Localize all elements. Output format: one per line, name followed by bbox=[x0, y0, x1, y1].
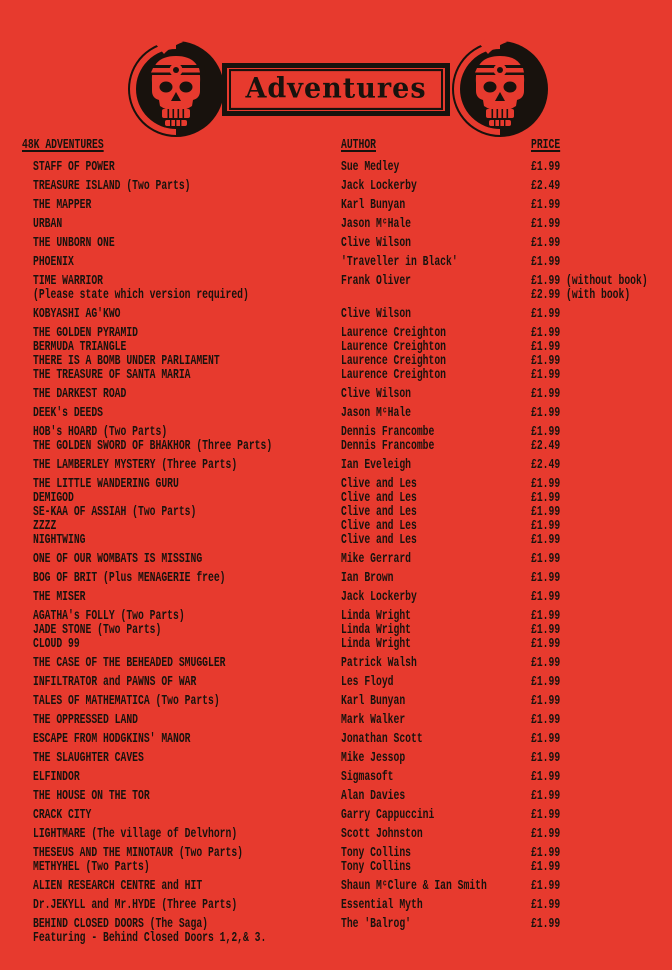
row-group bbox=[0, 676, 672, 690]
table-row bbox=[0, 237, 672, 251]
price-cell: £1.99 bbox=[531, 326, 561, 341]
title-cell: ELFINDOR bbox=[33, 770, 80, 785]
author-cell: Linda Wright bbox=[341, 637, 411, 652]
row-group bbox=[0, 237, 672, 251]
price-cell: £1.99 bbox=[531, 217, 561, 232]
author-cell: Mike Gerrard bbox=[341, 552, 411, 567]
row-group bbox=[0, 695, 672, 709]
row-group bbox=[0, 828, 672, 842]
row-group bbox=[0, 256, 672, 270]
price-cell: £1.99 bbox=[531, 637, 561, 652]
title-cell: METHYHEL (Two Parts) bbox=[33, 860, 150, 875]
table-row bbox=[0, 695, 672, 709]
table-row bbox=[0, 492, 672, 506]
author-cell: Frank Oliver bbox=[341, 274, 411, 289]
table-row bbox=[0, 369, 672, 383]
author-cell: Clive and Les bbox=[341, 533, 417, 548]
row-group bbox=[0, 161, 672, 175]
price-cell: £1.99 bbox=[531, 917, 561, 932]
title-cell: THE LAMBERLEY MYSTERY (Three Parts) bbox=[33, 458, 238, 473]
table-row bbox=[0, 880, 672, 894]
author-cell: Mark Walker bbox=[341, 713, 406, 728]
price-cell: £1.99 bbox=[531, 846, 561, 861]
author-cell: Laurence Creighton bbox=[341, 354, 446, 369]
author-cell: Clive and Les bbox=[341, 491, 417, 506]
table-row bbox=[0, 771, 672, 785]
table-row bbox=[0, 918, 672, 932]
author-cell: Dennis Francombe bbox=[341, 439, 435, 454]
author-cell: Jack Lockerby bbox=[341, 590, 417, 605]
price-cell: £1.99 bbox=[531, 732, 561, 747]
row-group bbox=[0, 426, 672, 454]
table-row bbox=[0, 289, 672, 303]
row-group bbox=[0, 752, 672, 766]
price-cell: £1.99 (without book) bbox=[531, 274, 648, 289]
table-row bbox=[0, 790, 672, 804]
table-header-row bbox=[0, 139, 672, 153]
table-row bbox=[0, 478, 672, 492]
author-cell: Karl Bunyan bbox=[341, 198, 406, 213]
author-cell: Mike Jessop bbox=[341, 751, 406, 766]
column-header-author: AUTHOR bbox=[341, 138, 376, 153]
author-cell: Jack Lockerby bbox=[341, 179, 417, 194]
title-cell: JADE STONE (Two Parts) bbox=[33, 623, 162, 638]
title-cell: AGATHA's FOLLY (Two Parts) bbox=[33, 609, 185, 624]
title-cell: THE UNBORN ONE bbox=[33, 236, 115, 251]
table-row bbox=[0, 440, 672, 454]
table-row bbox=[0, 355, 672, 369]
table-row bbox=[0, 610, 672, 624]
author-cell: Jonathan Scott bbox=[341, 732, 423, 747]
row-group bbox=[0, 275, 672, 303]
title-cell: PHOENIX bbox=[33, 255, 74, 270]
title-cell: NIGHTWING bbox=[33, 533, 86, 548]
author-cell: The 'Balrog' bbox=[341, 917, 411, 932]
author-cell: Laurence Creighton bbox=[341, 368, 446, 383]
title-cell: THE CASE OF THE BEHEADED SMUGGLER bbox=[33, 656, 226, 671]
title-cell: THE TREASURE OF SANTA MARIA bbox=[33, 368, 191, 383]
banner-label: Adventures bbox=[229, 69, 442, 110]
column-header-price: PRICE bbox=[531, 138, 561, 153]
title-cell: ONE OF OUR WOMBATS IS MISSING bbox=[33, 552, 203, 567]
author-cell: Tony Collins bbox=[341, 846, 411, 861]
author-cell: Sue Medley bbox=[341, 160, 400, 175]
title-cell: ZZZZ bbox=[33, 519, 57, 534]
row-group bbox=[0, 733, 672, 747]
title-cell: THERE IS A BOMB UNDER PARLIAMENT bbox=[33, 354, 220, 369]
title-cell: CLOUD 99 bbox=[33, 637, 80, 652]
price-cell: £1.99 bbox=[531, 713, 561, 728]
price-cell: £1.99 bbox=[531, 656, 561, 671]
price-cell: £1.99 bbox=[531, 340, 561, 355]
price-cell: £2.49 bbox=[531, 179, 561, 194]
table-row bbox=[0, 275, 672, 289]
skull-icon-right bbox=[444, 37, 552, 141]
title-cell: TREASURE ISLAND (Two Parts) bbox=[33, 179, 191, 194]
title-cell: Featuring - Behind Closed Doors 1,2,& 3. bbox=[33, 931, 267, 946]
row-group bbox=[0, 899, 672, 913]
title-cell: KOBYASHI AG'KWO bbox=[33, 307, 121, 322]
price-cell: £2.49 bbox=[531, 458, 561, 473]
table-row bbox=[0, 847, 672, 861]
table-row bbox=[0, 657, 672, 671]
title-cell: HOB's HOARD (Two Parts) bbox=[33, 425, 168, 440]
title-cell: THE MAPPER bbox=[33, 198, 92, 213]
table-row bbox=[0, 308, 672, 322]
title-cell: ESCAPE FROM HODGKINS' MANOR bbox=[33, 732, 191, 747]
table-row bbox=[0, 714, 672, 728]
price-cell: £1.99 bbox=[531, 425, 561, 440]
author-cell: Jason MᶜHale bbox=[341, 217, 411, 232]
author-cell: Scott Johnston bbox=[341, 827, 423, 842]
author-cell: Shaun MᶜClure & Ian Smith bbox=[341, 879, 487, 894]
table-row bbox=[0, 861, 672, 875]
adventures-banner bbox=[222, 63, 449, 116]
row-group bbox=[0, 478, 672, 548]
row-group bbox=[0, 218, 672, 232]
table-row bbox=[0, 809, 672, 823]
author-cell: Clive and Les bbox=[341, 477, 417, 492]
title-cell: SE-KAA OF ASSIAH (Two Parts) bbox=[33, 505, 197, 520]
author-cell: Linda Wright bbox=[341, 609, 411, 624]
author-cell: Clive and Les bbox=[341, 505, 417, 520]
title-cell: LIGHTMARE (The village of Delvhorn) bbox=[33, 827, 238, 842]
price-cell: £1.99 bbox=[531, 860, 561, 875]
price-cell: £1.99 bbox=[531, 675, 561, 690]
price-cell: £1.99 bbox=[531, 751, 561, 766]
author-cell: Laurence Creighton bbox=[341, 340, 446, 355]
price-cell: £1.99 bbox=[531, 387, 561, 402]
price-cell: £1.99 bbox=[531, 879, 561, 894]
row-group bbox=[0, 809, 672, 823]
author-cell: Clive Wilson bbox=[341, 236, 411, 251]
author-cell: Essential Myth bbox=[341, 898, 423, 913]
author-cell: 'Traveller in Black' bbox=[341, 255, 458, 270]
table-row bbox=[0, 591, 672, 605]
price-cell: £1.99 bbox=[531, 552, 561, 567]
author-cell: Ian Brown bbox=[341, 571, 394, 586]
price-cell: £1.99 bbox=[531, 505, 561, 520]
table-row bbox=[0, 218, 672, 232]
price-cell: £1.99 bbox=[531, 519, 561, 534]
title-cell: TIME WARRIOR bbox=[33, 274, 103, 289]
author-cell: Sigmasoft bbox=[341, 770, 394, 785]
row-group bbox=[0, 308, 672, 322]
table-row bbox=[0, 506, 672, 520]
table-row bbox=[0, 752, 672, 766]
price-cell: £1.99 bbox=[531, 198, 561, 213]
skull-icon-left bbox=[120, 37, 228, 141]
title-cell: THE GOLDEN PYRAMID bbox=[33, 326, 138, 341]
table-row bbox=[0, 932, 672, 946]
price-cell: £1.99 bbox=[531, 898, 561, 913]
title-cell: THE GOLDEN SWORD OF BHAKHOR (Three Parts) bbox=[33, 439, 273, 454]
price-cell: £1.99 bbox=[531, 609, 561, 624]
table-row bbox=[0, 828, 672, 842]
table-row bbox=[0, 161, 672, 175]
title-cell: URBAN bbox=[33, 217, 63, 232]
price-cell: £1.99 bbox=[531, 491, 561, 506]
title-cell: DEMIGOD bbox=[33, 491, 74, 506]
title-cell: Dr.JEKYLL and Mr.HYDE (Three Parts) bbox=[33, 898, 238, 913]
price-cell: £1.99 bbox=[531, 307, 561, 322]
table-row bbox=[0, 459, 672, 473]
table-row bbox=[0, 426, 672, 440]
price-cell: £1.99 bbox=[531, 368, 561, 383]
price-cell: £1.99 bbox=[531, 590, 561, 605]
author-cell: Garry Cappuccini bbox=[341, 808, 435, 823]
row-group bbox=[0, 657, 672, 671]
row-group bbox=[0, 572, 672, 586]
price-cell: £1.99 bbox=[531, 354, 561, 369]
author-cell: Clive and Les bbox=[341, 519, 417, 534]
row-group bbox=[0, 388, 672, 402]
title-cell: THE DARKEST ROAD bbox=[33, 387, 127, 402]
row-group bbox=[0, 610, 672, 652]
table-row bbox=[0, 256, 672, 270]
row-group bbox=[0, 199, 672, 213]
row-group bbox=[0, 918, 672, 946]
table-row bbox=[0, 407, 672, 421]
row-group bbox=[0, 180, 672, 194]
column-header-title: 48K ADVENTURES bbox=[22, 138, 104, 153]
table-row bbox=[0, 624, 672, 638]
title-cell: CRACK CITY bbox=[33, 808, 92, 823]
table-row bbox=[0, 388, 672, 402]
table-row bbox=[0, 180, 672, 194]
table-row bbox=[0, 572, 672, 586]
table-row bbox=[0, 199, 672, 213]
row-group bbox=[0, 459, 672, 473]
price-cell: £1.99 bbox=[531, 623, 561, 638]
price-cell: £2.99 (with book) bbox=[531, 288, 631, 303]
title-cell: INFILTRATOR and PAWNS OF WAR bbox=[33, 675, 197, 690]
row-group bbox=[0, 553, 672, 567]
price-cell: £1.99 bbox=[531, 827, 561, 842]
author-cell: Linda Wright bbox=[341, 623, 411, 638]
table-body bbox=[0, 161, 672, 946]
row-group bbox=[0, 790, 672, 804]
price-cell: £1.99 bbox=[531, 160, 561, 175]
title-cell: BEHIND CLOSED DOORS (The Saga) bbox=[33, 917, 208, 932]
row-group bbox=[0, 714, 672, 728]
price-cell: £1.99 bbox=[531, 789, 561, 804]
row-group bbox=[0, 847, 672, 875]
title-cell: THE SLAUGHTER CAVES bbox=[33, 751, 144, 766]
price-cell: £1.99 bbox=[531, 694, 561, 709]
title-cell: THE HOUSE ON THE TOR bbox=[33, 789, 150, 804]
price-cell: £1.99 bbox=[531, 255, 561, 270]
author-cell: Laurence Creighton bbox=[341, 326, 446, 341]
title-cell: THE LITTLE WANDERING GURU bbox=[33, 477, 179, 492]
author-cell: Jason MᶜHale bbox=[341, 406, 411, 421]
author-cell: Clive Wilson bbox=[341, 307, 411, 322]
author-cell: Clive Wilson bbox=[341, 387, 411, 402]
table-row bbox=[0, 553, 672, 567]
price-cell: £1.99 bbox=[531, 406, 561, 421]
price-cell: £1.99 bbox=[531, 808, 561, 823]
price-cell: £1.99 bbox=[531, 533, 561, 548]
row-group bbox=[0, 771, 672, 785]
row-group bbox=[0, 880, 672, 894]
title-cell: THE OPPRESSED LAND bbox=[33, 713, 138, 728]
price-cell: £1.99 bbox=[531, 236, 561, 251]
title-cell: DEEK's DEEDS bbox=[33, 406, 103, 421]
row-group bbox=[0, 327, 672, 383]
author-cell: Alan Davies bbox=[341, 789, 406, 804]
title-cell: BOG OF BRIT (Plus MENAGERIE free) bbox=[33, 571, 226, 586]
table-row bbox=[0, 899, 672, 913]
title-cell: THESEUS AND THE MINOTAUR (Two Parts) bbox=[33, 846, 243, 861]
title-cell: ALIEN RESEARCH CENTRE and HIT bbox=[33, 879, 203, 894]
author-cell: Patrick Walsh bbox=[341, 656, 417, 671]
price-cell: £1.99 bbox=[531, 770, 561, 785]
title-cell: (Please state which version required) bbox=[33, 288, 249, 303]
table-row bbox=[0, 341, 672, 355]
row-group bbox=[0, 407, 672, 421]
adventure-listing bbox=[0, 139, 672, 946]
title-cell: STAFF OF POWER bbox=[33, 160, 115, 175]
table-row bbox=[0, 733, 672, 747]
title-cell: TALES OF MATHEMATICA (Two Parts) bbox=[33, 694, 220, 709]
author-cell: Tony Collins bbox=[341, 860, 411, 875]
page-header bbox=[0, 36, 672, 142]
title-cell: THE MISER bbox=[33, 590, 86, 605]
row-group bbox=[0, 591, 672, 605]
title-cell: BERMUDA TRIANGLE bbox=[33, 340, 127, 355]
price-cell: £1.99 bbox=[531, 477, 561, 492]
author-cell: Ian Eveleigh bbox=[341, 458, 411, 473]
author-cell: Les Floyd bbox=[341, 675, 394, 690]
table-row bbox=[0, 638, 672, 652]
table-row bbox=[0, 676, 672, 690]
price-cell: £1.99 bbox=[531, 571, 561, 586]
table-row bbox=[0, 534, 672, 548]
table-row bbox=[0, 520, 672, 534]
table-row bbox=[0, 327, 672, 341]
author-cell: Dennis Francombe bbox=[341, 425, 435, 440]
author-cell: Karl Bunyan bbox=[341, 694, 406, 709]
price-cell: £2.49 bbox=[531, 439, 561, 454]
